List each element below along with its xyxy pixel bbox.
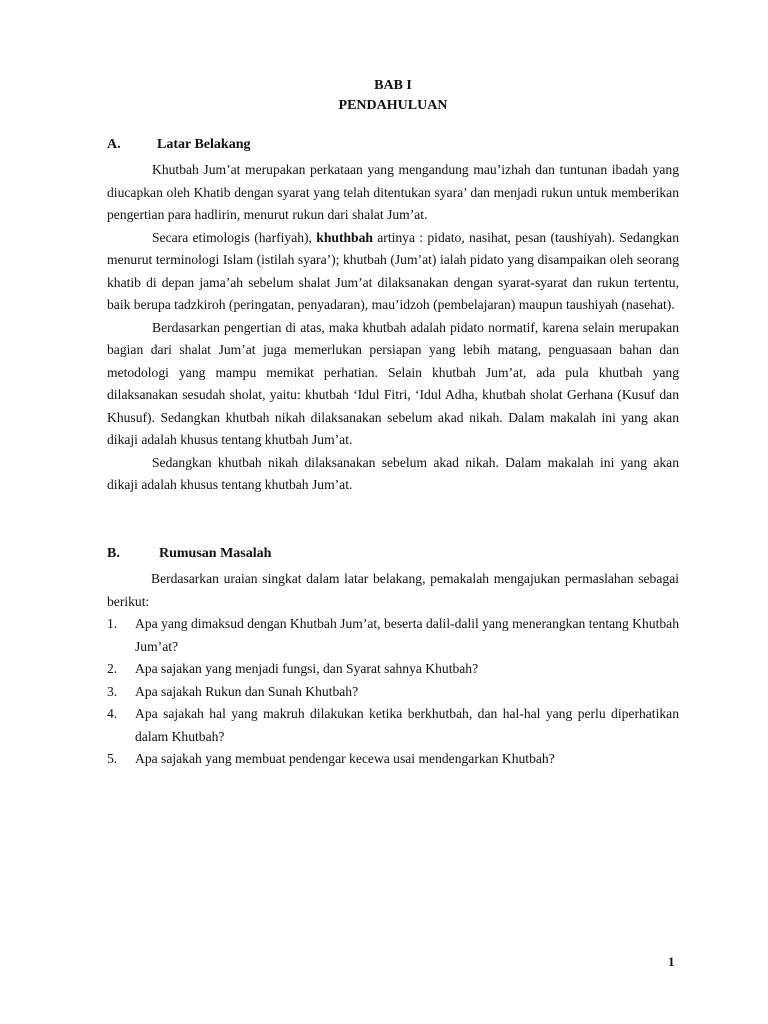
section-body xyxy=(107,159,679,497)
question-list xyxy=(107,613,679,771)
list-item xyxy=(107,658,679,681)
chapter-heading xyxy=(0,76,768,116)
section-title: Rumusan Masalah xyxy=(159,546,272,561)
page-number: 1 xyxy=(668,954,675,969)
list-number: 2. xyxy=(107,661,118,676)
list-item xyxy=(107,748,679,771)
list-number: 5. xyxy=(107,751,118,766)
paragraph xyxy=(107,227,679,317)
list-item xyxy=(107,681,679,704)
section-letter: A. xyxy=(107,137,121,152)
paragraph-text: Secara etimologis (harfiyah), xyxy=(152,229,317,245)
list-number: 3. xyxy=(107,683,118,699)
list-text: Apa yang dimaksud dengan Khutbah Jum’at, beserta dalil-dalil yang menerangkan tentang Khutbah Jum’at? xyxy=(135,616,679,654)
list-text: Apa sajakah hal yang makruh dilakukan ketika berkhutbah, dan hal-hal yang perlu diperhatikan dalam Khutbah? xyxy=(135,706,679,744)
list-text: Apa sajakan yang menjadi fungsi, dan Syarat sahnya Khutbah? xyxy=(135,661,479,676)
list-item xyxy=(107,613,679,658)
chapter-number: BAB I xyxy=(374,78,412,93)
list-text: Apa sajakah yang membuat pendengar kecewa usai mendengarkan Khutbah? xyxy=(135,751,555,766)
section-title: Latar Belakang xyxy=(157,137,251,152)
section-letter: B. xyxy=(107,546,120,561)
section-heading xyxy=(107,544,679,564)
chapter-title: PENDAHULUAN xyxy=(338,98,448,113)
paragraph: Berdasarkan pengertian di atas, maka khutbah adalah pidato normatif, karena selain merupakan bagian dari shalat Jum’at juga memerlukan persiapan yang lebih matang, penguasaan bahan dan metodologi yang mampu memikat perhatian. Selain khutbah Jum’at, ada pula khutbah yang dilaksanakan sesudah sholat, yaitu: khutbah ‘Idul Fitri, ‘Idul Adha, khutbah sholat Gerhana (Kusuf dan Khusuf). Sedangkan khutbah nikah dilaksanakan sebelum akad nikah. Dalam makalah ini yang akan dikaji adalah khusus tentang khutbah Jum’at. xyxy=(107,319,679,447)
section-latar-belakang xyxy=(107,135,679,497)
list-text: Apa sajakah Rukun dan Sunah Khutbah? xyxy=(135,683,359,699)
paragraph: Berdasarkan uraian singkat dalam latar belakang, pemakalah mengajukan permaslahan sebagai berikut: xyxy=(107,571,679,609)
list-number: 4. xyxy=(107,706,118,721)
paragraph: Khutbah Jum’at merupakan perkataan yang mengandung mau’izhah dan tuntunan ibadah yang diucapkan oleh Khatib dengan syarat yang telah ditentukan syara’ dan menjadi rukun untuk memberikan pengertian para hadlirin, menurut rukun dari shalat Jum’at. xyxy=(107,162,679,222)
paragraph-text: artinya : pidato, nasihat, pesan (taushiyah). Sedangkan menurut terminologi Islam (istilah syara’); khutbah (Jum’at) ialah pidato yang disampaikan oleh seorang khatib di depan jama’ah sebelum shalat Jum’at dilaksanakan dengan syarat-syarat dan rukun tertentu, baik berupa tadzkiroh (peringatan, penyadaran), mau’idzoh (pembelajaran) maupun taushiyah (nasehat). xyxy=(107,229,679,312)
section-body xyxy=(107,568,679,771)
section-heading xyxy=(107,135,679,155)
section-rumusan-masalah xyxy=(107,544,679,771)
paragraph: Sedangkan khutbah nikah dilaksanakan sebelum akad nikah. Dalam makalah ini yang akan dikaji adalah khusus tentang khutbah Jum’at. xyxy=(107,454,679,492)
list-number: 1. xyxy=(107,616,118,631)
list-item xyxy=(107,703,679,748)
bold-term: khuthbah xyxy=(316,229,373,245)
